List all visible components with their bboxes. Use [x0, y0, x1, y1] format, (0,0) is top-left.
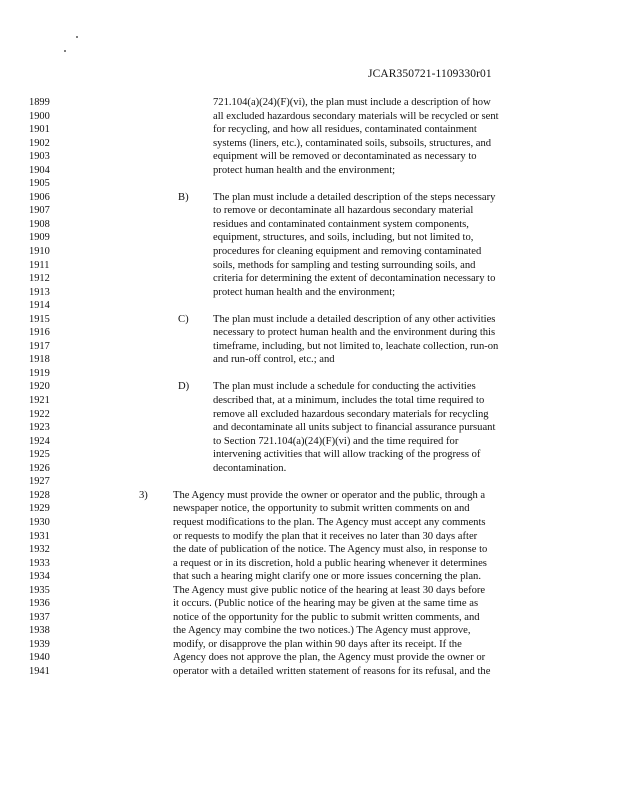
document-line — [0, 177, 618, 191]
line-text: all excluded hazardous secondary materials will be recycled or sent — [213, 110, 499, 122]
line-text: Agency does not approve the plan, the Agency must provide the owner or — [173, 652, 486, 664]
list-marker: B) — [178, 191, 189, 203]
scan-speck — [76, 36, 78, 38]
line-number: 1911 — [29, 259, 50, 271]
line-text: residues and contaminated containment system components, — [213, 218, 469, 230]
document-line — [0, 204, 618, 218]
document-line — [0, 218, 618, 232]
line-number: 1923 — [29, 422, 50, 434]
line-number: 1917 — [29, 340, 50, 352]
line-number: 1939 — [29, 638, 50, 650]
line-text: operator with a detailed written statement of reasons for its refusal, and the — [173, 665, 491, 677]
line-number: 1914 — [29, 300, 50, 312]
line-text: The plan must include a schedule for conducting the activities — [213, 381, 476, 393]
line-number: 1932 — [29, 544, 50, 556]
line-number: 1937 — [29, 611, 50, 623]
document-line — [0, 665, 618, 679]
line-number: 1915 — [29, 313, 50, 325]
line-number: 1933 — [29, 557, 50, 569]
line-number: 1924 — [29, 435, 50, 447]
line-number: 1908 — [29, 218, 50, 230]
document-line — [0, 570, 618, 584]
document-line — [0, 96, 618, 110]
document-line — [0, 394, 618, 408]
list-marker: 3) — [139, 489, 148, 501]
line-text: equipment, structures, and soils, including, but not limited to, — [213, 232, 474, 244]
document-line — [0, 353, 618, 367]
document-line — [0, 502, 618, 516]
line-text: the date of publication of the notice. The Agency must also, in response to — [173, 544, 488, 556]
line-number: 1921 — [29, 395, 50, 407]
document-line — [0, 367, 618, 381]
document-line — [0, 191, 618, 205]
document-body — [0, 96, 618, 679]
line-text: and run-off control, etc.; and — [213, 354, 335, 366]
line-text: notice of the opportunity for the public to submit written comments, and — [173, 611, 480, 623]
line-number: 1909 — [29, 232, 50, 244]
line-text: modify, or disapprove the plan within 90 days after its receipt. If the — [173, 638, 462, 650]
list-marker: C) — [178, 313, 189, 325]
document-line — [0, 421, 618, 435]
line-text: it occurs. (Public notice of the hearing may be given at the same time as — [173, 598, 479, 610]
line-text: timeframe, including, but not limited to, leachate collection, run-on — [213, 340, 499, 352]
line-number: 1906 — [29, 191, 50, 203]
line-text: criteria for determining the extent of decontamination necessary to — [213, 273, 496, 285]
line-text: decontamination. — [213, 462, 287, 474]
line-text: request modifications to the plan. The Agency must accept any comments — [173, 516, 486, 528]
line-text: newspaper notice, the opportunity to submit written comments on and — [173, 503, 470, 515]
line-text: The plan must include a detailed description of any other activities — [213, 313, 496, 325]
line-text: necessary to protect human health and the environment during this — [213, 327, 496, 339]
line-text: described that, at a minimum, includes the total time required to — [213, 395, 485, 407]
line-number: 1925 — [29, 449, 50, 461]
document-line — [0, 638, 618, 652]
document-line — [0, 475, 618, 489]
line-text: and decontaminate all units subject to financial assurance pursuant — [213, 422, 496, 434]
document-line — [0, 150, 618, 164]
line-number: 1940 — [29, 652, 50, 664]
document-line — [0, 557, 618, 571]
document-line — [0, 286, 618, 300]
line-number: 1936 — [29, 598, 50, 610]
document-line — [0, 584, 618, 598]
line-text: systems (liners, etc.), contaminated soils, subsoils, structures, and — [213, 137, 492, 149]
line-text: that such a hearing might clarify one or more issues concerning the plan. — [173, 571, 482, 583]
line-number: 1902 — [29, 137, 50, 149]
document-line — [0, 380, 618, 394]
line-number: 1903 — [29, 151, 50, 163]
line-text: equipment will be removed or decontaminated as necessary to — [213, 151, 477, 163]
document-line — [0, 259, 618, 273]
line-text: to Section 721.104(a)(24)(F)(vi) and the time required for — [213, 435, 459, 447]
document-line — [0, 245, 618, 259]
line-number: 1926 — [29, 462, 50, 474]
line-number: 1899 — [29, 97, 50, 108]
line-text: or requests to modify the plan that it receives no later than 30 days after — [173, 530, 478, 542]
document-line — [0, 313, 618, 327]
line-number: 1916 — [29, 327, 50, 339]
line-text: intervening activities that will allow tracking of the progress of — [213, 449, 481, 461]
line-text: for recycling, and how all residues, contaminated containment — [213, 124, 477, 136]
line-number: 1934 — [29, 571, 50, 583]
line-text: remove all excluded hazardous secondary materials for recycling — [213, 408, 489, 420]
line-number: 1931 — [29, 530, 50, 542]
document-line — [0, 651, 618, 665]
document-line — [0, 489, 618, 503]
scan-speck — [64, 50, 66, 52]
document-line — [0, 611, 618, 625]
line-text: procedures for cleaning equipment and removing contaminated — [213, 246, 482, 258]
line-text: protect human health and the environment; — [213, 286, 396, 298]
list-marker: D) — [178, 381, 190, 393]
line-number: 1913 — [29, 286, 50, 298]
document-line — [0, 597, 618, 611]
line-text: The Agency must give public notice of the hearing at least 30 days before — [173, 584, 486, 596]
line-text: protect human health and the environment; — [213, 164, 396, 176]
line-number: 1935 — [29, 584, 50, 596]
document-line — [0, 435, 618, 449]
document-line — [0, 543, 618, 557]
line-text: The plan must include a detailed description of the steps necessary — [213, 191, 496, 203]
document-line — [0, 164, 618, 178]
document-line — [0, 326, 618, 340]
line-number: 1907 — [29, 205, 50, 217]
line-number: 1904 — [29, 164, 50, 176]
document-line — [0, 462, 618, 476]
line-number: 1920 — [29, 381, 50, 393]
line-text: The Agency must provide the owner or operator and the public, through a — [173, 489, 486, 501]
document-line — [0, 110, 618, 124]
document-line — [0, 123, 618, 137]
line-text: a request or in its discretion, hold a public hearing whenever it determines — [173, 557, 487, 569]
document-line — [0, 272, 618, 286]
document-line — [0, 231, 618, 245]
line-number: 1938 — [29, 625, 50, 637]
line-number: 1927 — [29, 476, 50, 488]
document-line — [0, 299, 618, 313]
line-number: 1941 — [29, 665, 50, 677]
line-number: 1922 — [29, 408, 50, 420]
line-number: 1930 — [29, 516, 50, 528]
line-text: soils, methods for sampling and testing surrounding soils, and — [213, 259, 476, 271]
document-line — [0, 624, 618, 638]
line-number: 1929 — [29, 503, 50, 515]
line-number: 1918 — [29, 354, 50, 366]
line-number: 1900 — [29, 110, 50, 122]
line-number: 1928 — [29, 489, 50, 501]
document-line — [0, 516, 618, 530]
document-line — [0, 340, 618, 354]
line-number: 1910 — [29, 246, 50, 258]
line-number: 1919 — [29, 367, 50, 379]
line-text: to remove or decontaminate all hazardous secondary material — [213, 205, 474, 217]
line-number: 1901 — [29, 124, 50, 136]
document-line — [0, 448, 618, 462]
line-number: 1905 — [29, 178, 50, 190]
line-number: 1912 — [29, 273, 50, 285]
line-text: 721.104(a)(24)(F)(vi), the plan must include a description of how — [213, 97, 491, 108]
document-line — [0, 530, 618, 544]
document-line — [0, 137, 618, 151]
line-text: the Agency may combine the two notices.) The Agency must approve, — [173, 625, 471, 637]
document-code: JCAR350721-1109330r01 — [368, 68, 492, 80]
document-line — [0, 408, 618, 422]
